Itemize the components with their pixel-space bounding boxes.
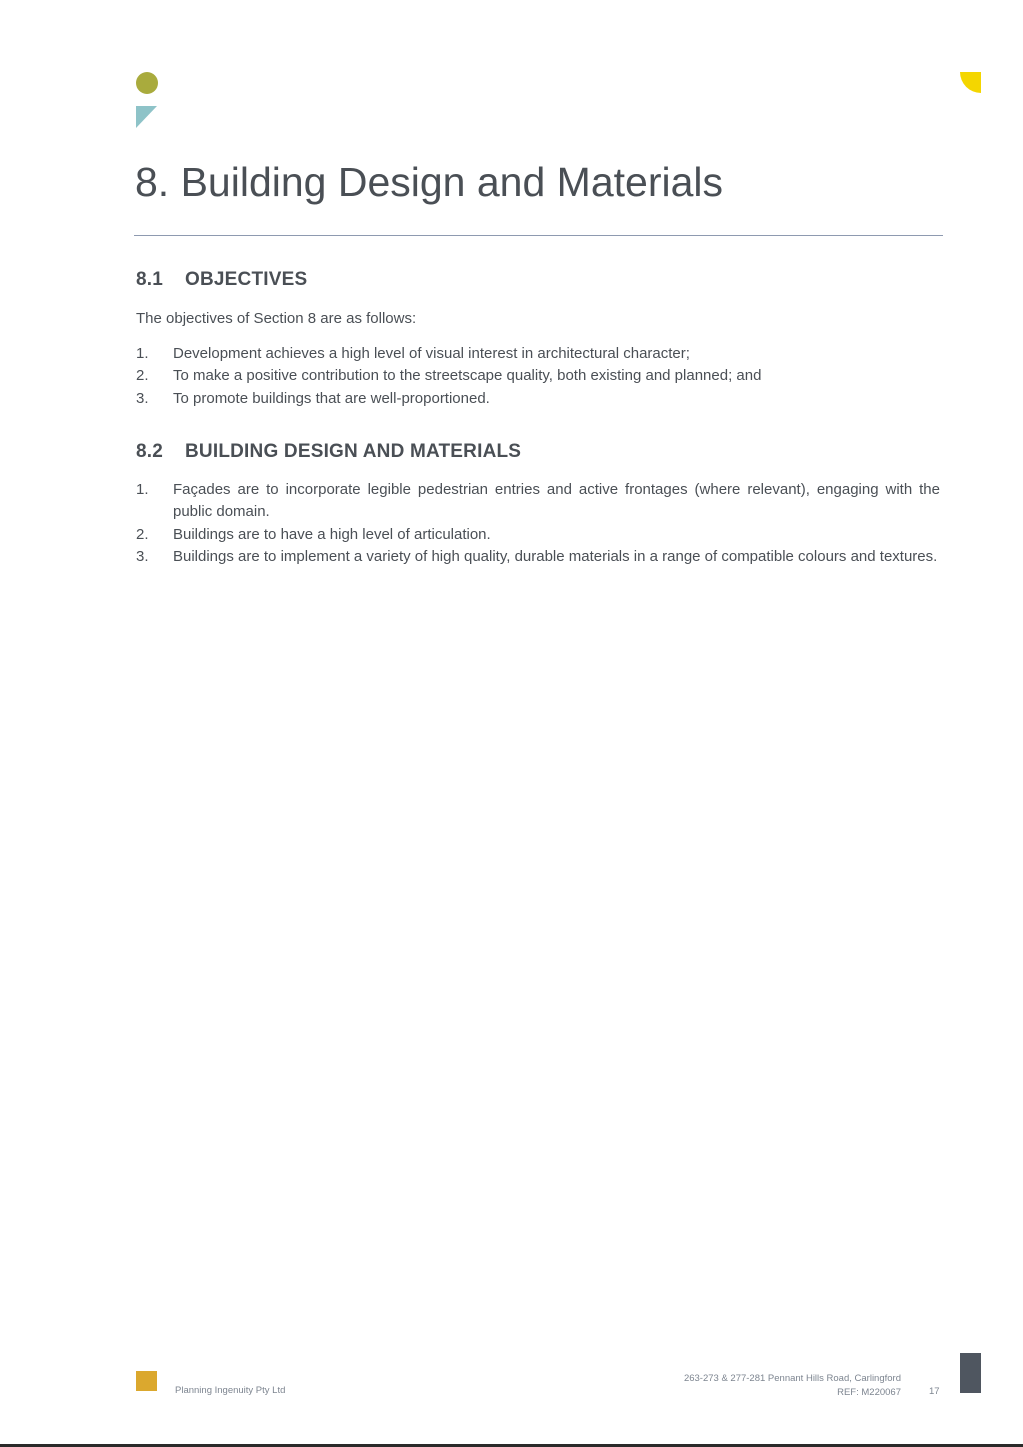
page-title: 8. Building Design and Materials <box>135 159 723 205</box>
list-item <box>136 546 940 568</box>
yellow-quarter-circle-mark <box>960 72 981 93</box>
list-item <box>136 479 940 524</box>
gold-square-logo-mark <box>136 1371 157 1391</box>
olive-circle-logo-mark <box>136 72 158 94</box>
section-heading-building-design <box>136 440 521 464</box>
section-intro: The objectives of Section 8 are as follows: <box>136 310 417 327</box>
page-number: 17 <box>929 1386 940 1397</box>
list-item-text: Development achieves a high level of visual interest in architectural character; <box>173 345 690 362</box>
section-number: 8.1 <box>136 269 164 290</box>
section-number: 8.2 <box>136 441 164 462</box>
footer-reference: REF: M220067 <box>837 1387 901 1398</box>
list-item-number: 1. <box>136 345 149 362</box>
list-item-text: To make a positive contribution to the streetscape quality, both existing and planned; and <box>173 367 762 385</box>
list-item <box>136 524 940 546</box>
section-heading-objectives <box>136 268 307 292</box>
footer-address-block <box>684 1372 901 1400</box>
list-item <box>136 365 940 387</box>
list-item-number: 3. <box>136 389 149 407</box>
teal-triangle-logo-mark <box>136 106 157 128</box>
footer-company-name: Planning Ingenuity Pty Ltd <box>175 1385 286 1396</box>
title-divider <box>134 235 943 236</box>
building-design-list <box>136 479 940 568</box>
list-item-number: 2. <box>136 525 149 543</box>
section-title: OBJECTIVES <box>185 269 308 290</box>
list-item-text: Buildings are to implement a variety of high quality, durable materials in a range of compatible colours and textures. <box>173 547 938 565</box>
objectives-list <box>136 343 940 410</box>
section-title: BUILDING DESIGN AND MATERIALS <box>185 441 522 462</box>
list-item-number: 1. <box>136 481 149 498</box>
list-item <box>136 388 940 410</box>
list-item-text: Buildings are to have a high level of articulation. <box>173 525 491 543</box>
list-item-number: 3. <box>136 547 149 565</box>
list-item-number: 2. <box>136 367 149 385</box>
list-item-text: Façades are to incorporate legible pedestrian entries and active frontages (where relevant), engaging with the public domain. <box>173 481 940 521</box>
footer-address: 263-273 & 277-281 Pennant Hills Road, Carlingford <box>683 1373 901 1384</box>
list-item <box>136 343 940 365</box>
teal-triangle-shape <box>136 106 157 128</box>
footer-bar-mark <box>960 1353 981 1393</box>
yellow-quarter-shape <box>960 72 981 93</box>
list-item-text: To promote buildings that are well-proportioned. <box>173 389 490 407</box>
